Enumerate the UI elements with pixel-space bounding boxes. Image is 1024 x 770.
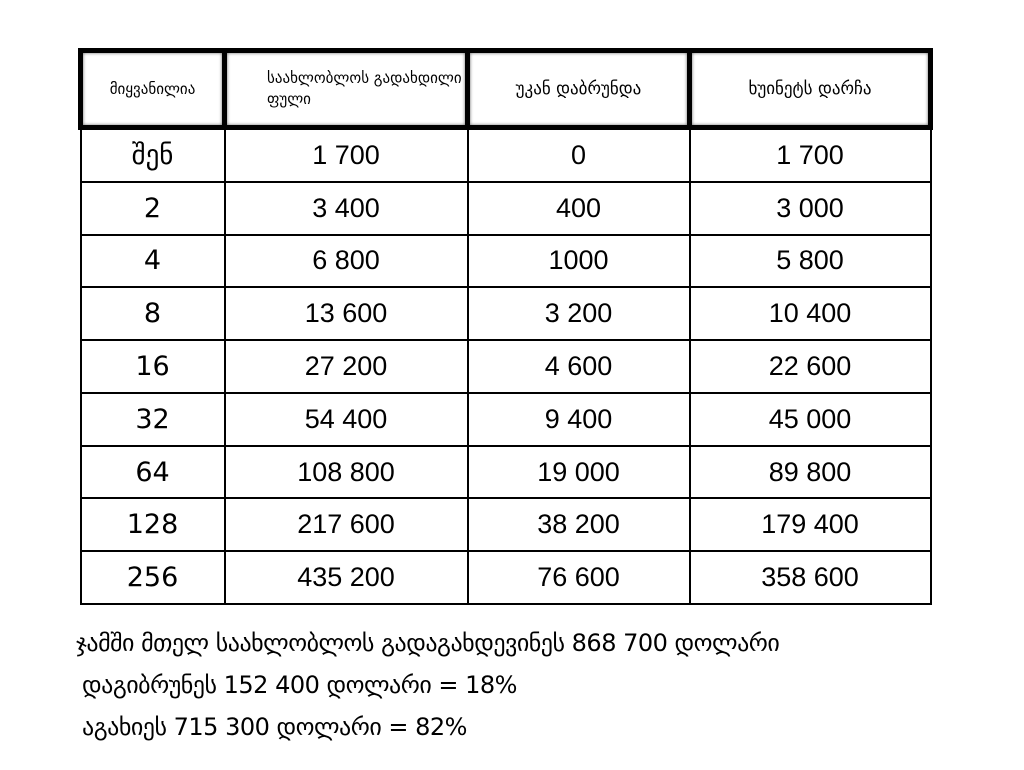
cell-invited: 64: [81, 446, 225, 499]
cell-remaining: 10 400: [690, 287, 931, 340]
cell-paid: 27 200: [225, 340, 468, 393]
summary-total: ჯამში მთელ საახლობლოს გადაგახდევინეს 868 700 დოლარი: [76, 629, 780, 657]
cell-paid: 13 600: [225, 287, 468, 340]
cell-paid: 6 800: [225, 235, 468, 288]
table-row: [81, 498, 931, 551]
cell-paid: 108 800: [225, 446, 468, 499]
cell-paid: 435 200: [225, 551, 468, 604]
cell-returned: 9 400: [468, 393, 690, 446]
table-row: [81, 393, 931, 446]
cell-paid: 3 400: [225, 182, 468, 235]
cell-invited: 256: [81, 551, 225, 604]
cell-paid: 217 600: [225, 498, 468, 551]
cell-remaining: 5 800: [690, 235, 931, 288]
summary-taken: აგახიეს 715 300 დოლარი = 82%: [82, 713, 467, 741]
cell-invited: 128: [81, 498, 225, 551]
header-paid: საახლობლოს გადახდილი ფული: [225, 51, 468, 128]
cell-returned: 400: [468, 182, 690, 235]
cell-returned: 4 600: [468, 340, 690, 393]
cell-paid: 54 400: [225, 393, 468, 446]
cell-invited: 32: [81, 393, 225, 446]
table-row: [81, 287, 931, 340]
cell-invited: შენ: [81, 128, 225, 182]
cell-returned: 0: [468, 128, 690, 182]
table-row: [81, 340, 931, 393]
cell-invited: 8: [81, 287, 225, 340]
table-row: [81, 235, 931, 288]
header-row: [81, 51, 931, 128]
summary-returned: დაგიბრუნეს 152 400 დოლარი = 18%: [82, 671, 517, 699]
cell-returned: 76 600: [468, 551, 690, 604]
cell-remaining: 89 800: [690, 446, 931, 499]
cell-remaining: 22 600: [690, 340, 931, 393]
payments-table: [78, 48, 933, 605]
cell-paid: 1 700: [225, 128, 468, 182]
cell-remaining: 358 600: [690, 551, 931, 604]
cell-invited: 4: [81, 235, 225, 288]
cell-returned: 1000: [468, 235, 690, 288]
header-remaining: ხუინეტს დარჩა: [690, 51, 931, 128]
cell-invited: 2: [81, 182, 225, 235]
table-row: [81, 182, 931, 235]
cell-invited: 16: [81, 340, 225, 393]
summary: [76, 622, 779, 748]
table-row: [81, 551, 931, 604]
cell-remaining: 1 700: [690, 128, 931, 182]
cell-returned: 38 200: [468, 498, 690, 551]
cell-returned: 19 000: [468, 446, 690, 499]
header-invited: მიყვანილია: [81, 51, 225, 128]
table-row: [81, 128, 931, 182]
cell-remaining: 45 000: [690, 393, 931, 446]
cell-returned: 3 200: [468, 287, 690, 340]
header-returned: უკან დაბრუნდა: [468, 51, 690, 128]
cell-remaining: 3 000: [690, 182, 931, 235]
cell-remaining: 179 400: [690, 498, 931, 551]
table-row: [81, 446, 931, 499]
